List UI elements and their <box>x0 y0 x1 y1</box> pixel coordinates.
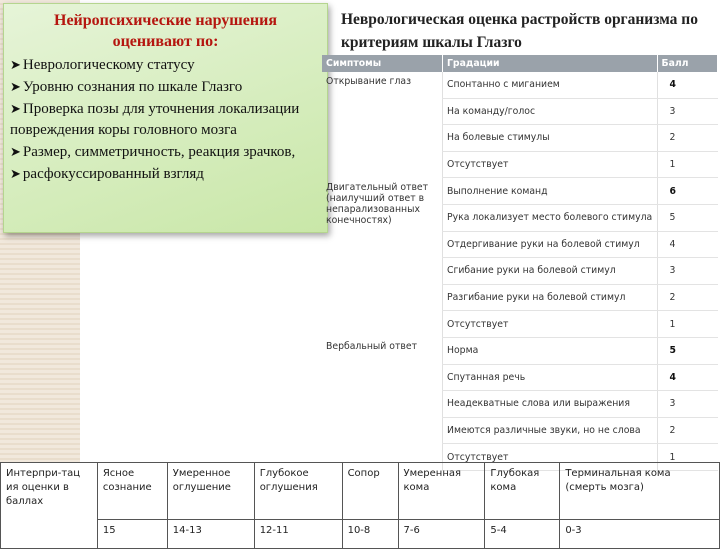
table-row <box>322 178 718 205</box>
score-cell: 2 <box>657 125 718 152</box>
table-row <box>1 463 720 520</box>
grade-cell: Выполнение команд <box>443 178 658 205</box>
header-score: Балл <box>657 55 718 72</box>
table-header-row <box>322 55 718 72</box>
glasgow-title: Неврологическая оценка растройств организма по критериям шкалы Глазго <box>341 11 698 51</box>
grade-cell: Разгибание руки на болевой стимул <box>443 284 658 311</box>
score-cell: 3 <box>657 391 718 418</box>
grade-cell: Отдергивание руки на болевой стимул <box>443 231 658 258</box>
score-cell: 3 <box>657 98 718 125</box>
interpretation-table <box>0 462 720 549</box>
score-cell: 5 <box>657 337 718 364</box>
grade-cell: Спонтанно с миганием <box>443 72 658 98</box>
range-cell: 0-3 <box>560 520 720 549</box>
note-item: ➤ Проверка позы для уточнения локализации повреждения коры головного мозга <box>10 101 300 138</box>
note-item: ➤ расфокуссированный взгляд <box>10 166 204 182</box>
table-row <box>322 72 718 98</box>
note-item: ➤ Неврологическому статусу <box>10 57 195 73</box>
table-row <box>1 520 720 549</box>
note-item: ➤ Размер, симметричность, реакция зрачков, <box>10 144 296 160</box>
score-cell: 4 <box>657 231 718 258</box>
grade-cell: Отсутствует <box>443 151 658 178</box>
level-cell: Сопор <box>342 463 398 520</box>
grade-cell: Спутанная речь <box>443 364 658 391</box>
level-cell: Ясное сознание <box>97 463 167 520</box>
symptom-eye-opening: Открывание глаз <box>326 76 412 87</box>
note-item: ➤ Уровню сознания по шкале Глазго <box>10 79 243 95</box>
grade-cell: На команду/голос <box>443 98 658 125</box>
score-cell: 4 <box>657 364 718 391</box>
arrow-right-icon: ➤ <box>10 101 21 116</box>
table-row <box>322 337 718 364</box>
grade-cell: Сгибание руки на болевой стимул <box>443 258 658 285</box>
glasgow-scale-table <box>322 55 718 471</box>
range-cell: 7-6 <box>398 520 485 549</box>
header-grades: Градации <box>443 55 658 72</box>
score-cell: 2 <box>657 284 718 311</box>
range-cell: 5-4 <box>485 520 560 549</box>
score-cell: 5 <box>657 204 718 231</box>
note-title: Нейропсихические нарушения оценивают по: <box>54 12 277 50</box>
score-cell: 2 <box>657 417 718 444</box>
score-cell: 3 <box>657 258 718 285</box>
grade-cell: Рука локализует место болевого стимула <box>443 204 658 231</box>
score-cell: 1 <box>657 444 718 471</box>
level-cell: Умеренное оглушение <box>167 463 254 520</box>
level-cell: Глубокое оглушения <box>254 463 342 520</box>
grade-cell: Имеются различные звуки, но не слова <box>443 417 658 444</box>
score-cell: 1 <box>657 151 718 178</box>
range-cell: 12-11 <box>254 520 342 549</box>
header-symptoms: Симптомы <box>322 55 443 72</box>
arrow-right-icon: ➤ <box>10 57 21 72</box>
arrow-right-icon: ➤ <box>10 79 21 94</box>
symptom-motor-response: Двигательный ответ (наилучший ответ в непарализованных конечностях) <box>326 181 429 226</box>
score-cell: 1 <box>657 311 718 338</box>
grade-cell: На болевые стимулы <box>443 125 658 152</box>
level-cell: Умеренная кома <box>398 463 485 520</box>
score-cell: 6 <box>657 178 718 205</box>
level-cell: Глубокая кома <box>485 463 560 520</box>
arrow-right-icon: ➤ <box>10 144 21 159</box>
grade-cell: Норма <box>443 337 658 364</box>
note-list <box>4 54 327 185</box>
neuro-assessment-note <box>3 3 328 233</box>
grade-cell: Отсутствует <box>443 444 658 471</box>
range-cell: 15 <box>97 520 167 549</box>
range-cell: 14-13 <box>167 520 254 549</box>
grade-cell: Отсутствует <box>443 311 658 338</box>
arrow-right-icon: ➤ <box>10 166 21 181</box>
level-cell: Терминальная кома (смерть мозга) <box>560 463 720 520</box>
range-cell: 10-8 <box>342 520 398 549</box>
grade-cell: Неадекватные слова или выражения <box>443 391 658 418</box>
score-cell: 4 <box>657 72 718 98</box>
symptom-verbal-response: Вербальный ответ <box>326 341 417 353</box>
interpretation-header: Интерпри-тац ия оценки в баллах <box>1 463 98 549</box>
